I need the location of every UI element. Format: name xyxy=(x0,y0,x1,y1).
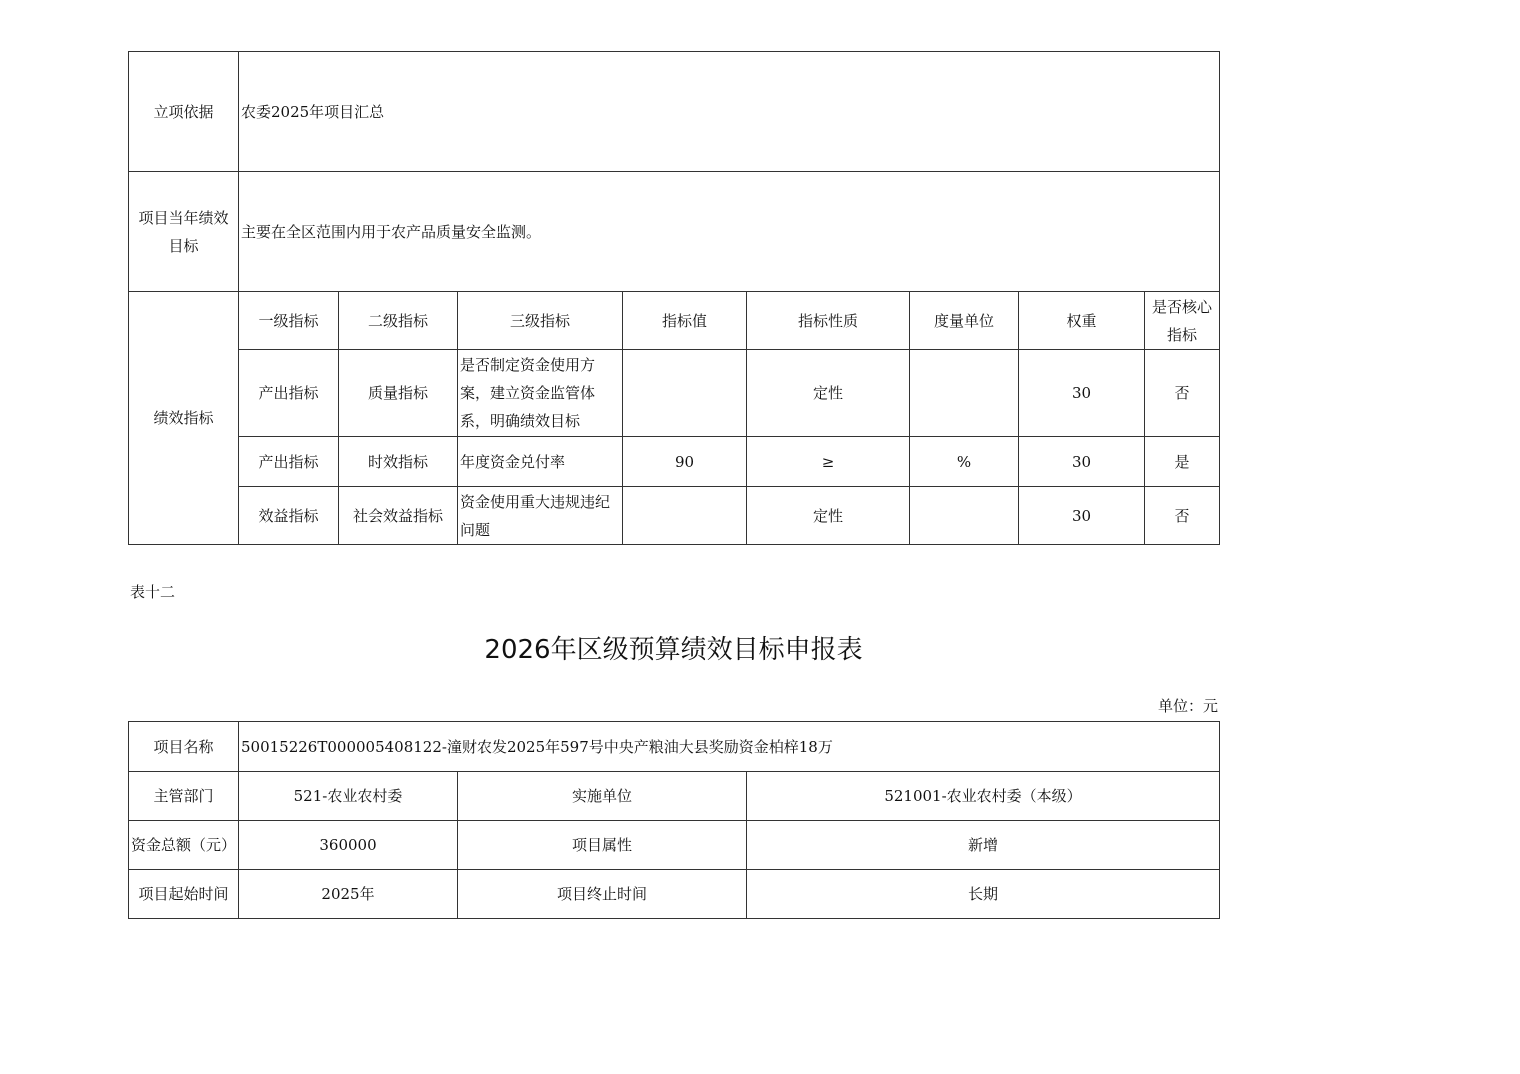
header-indicator-nature: 指标性质 xyxy=(747,292,910,350)
row-level3: 资金使用重大违规违纪问题 xyxy=(458,487,623,545)
dept-label: 主管部门 xyxy=(129,772,239,821)
annual-goal-label-line1: 项目当年绩效 xyxy=(138,208,229,227)
project-name-row xyxy=(129,722,1220,772)
performance-table xyxy=(128,51,1220,545)
project-name-value: 50015226T000005408122-潼财农发2025年597号中央产粮油大县奖励资金柏梓18万 xyxy=(239,722,1220,772)
annual-goal-row xyxy=(129,172,1220,292)
department-row xyxy=(129,772,1220,821)
start-value: 2025年 xyxy=(239,870,458,919)
row-value: 90 xyxy=(623,437,747,487)
row-nature: 定性 xyxy=(747,350,910,437)
header-weight: 权重 xyxy=(1019,292,1145,350)
dept-value: 521-农业农村委 xyxy=(239,772,458,821)
impl-value: 521001-农业农村委（本级） xyxy=(747,772,1220,821)
header-indicator-value: 指标值 xyxy=(623,292,747,350)
project-basis-value: 农委2025年项目汇总 xyxy=(239,52,1220,172)
row-nature: ≥ xyxy=(747,437,910,487)
end-label: 项目终止时间 xyxy=(458,870,747,919)
fund-row xyxy=(129,821,1220,870)
annual-goal-label-line2: 目标 xyxy=(168,236,199,255)
annual-goal-label xyxy=(129,172,239,292)
fund-value: 360000 xyxy=(239,821,458,870)
project-basis-label: 立项依据 xyxy=(129,52,239,172)
time-row xyxy=(129,870,1220,919)
project-name-label: 项目名称 xyxy=(129,722,239,772)
row-value xyxy=(623,350,747,437)
project-basis-row xyxy=(129,52,1220,172)
row-level2: 社会效益指标 xyxy=(339,487,458,545)
header-core-line2: 指标 xyxy=(1167,325,1198,344)
row-value xyxy=(623,487,747,545)
table-row xyxy=(129,350,1220,437)
attr-value: 新增 xyxy=(747,821,1220,870)
row-core: 否 xyxy=(1145,350,1220,437)
table-row xyxy=(129,487,1220,545)
row-level2: 质量指标 xyxy=(339,350,458,437)
row-level3: 是否制定资金使用方案，建立资金监管体系，明确绩效目标 xyxy=(458,350,623,437)
fund-label: 资金总额（元） xyxy=(129,821,239,870)
header-unit: 度量单位 xyxy=(910,292,1019,350)
end-value: 长期 xyxy=(747,870,1220,919)
header-core xyxy=(1145,292,1220,350)
start-label: 项目起始时间 xyxy=(129,870,239,919)
header-level1: 一级指标 xyxy=(239,292,339,350)
row-unit: % xyxy=(910,437,1019,487)
row-core: 否 xyxy=(1145,487,1220,545)
header-level3: 三级指标 xyxy=(458,292,623,350)
project-info-table xyxy=(128,721,1220,919)
attr-label: 项目属性 xyxy=(458,821,747,870)
row-core: 是 xyxy=(1145,437,1220,487)
header-core-line1: 是否核心 xyxy=(1152,297,1213,316)
unit-label: 单位：元 xyxy=(1157,697,1218,715)
row-weight: 30 xyxy=(1019,350,1145,437)
impl-label: 实施单位 xyxy=(458,772,747,821)
table-row xyxy=(129,437,1220,487)
row-weight: 30 xyxy=(1019,437,1145,487)
row-unit xyxy=(910,487,1019,545)
row-level2: 时效指标 xyxy=(339,437,458,487)
table-number-label: 表十二 xyxy=(130,583,176,601)
performance-label: 绩效指标 xyxy=(129,292,239,545)
row-weight: 30 xyxy=(1019,487,1145,545)
row-level1: 产出指标 xyxy=(239,437,339,487)
row-unit xyxy=(910,350,1019,437)
performance-header-row xyxy=(129,292,1220,350)
header-level2: 二级指标 xyxy=(339,292,458,350)
row-level1: 产出指标 xyxy=(239,350,339,437)
page-title: 2026年区级预算绩效目标申报表 xyxy=(484,635,863,665)
annual-goal-value: 主要在全区范围内用于农产品质量安全监测。 xyxy=(239,172,1220,292)
row-nature: 定性 xyxy=(747,487,910,545)
row-level1: 效益指标 xyxy=(239,487,339,545)
row-level3: 年度资金兑付率 xyxy=(458,437,623,487)
